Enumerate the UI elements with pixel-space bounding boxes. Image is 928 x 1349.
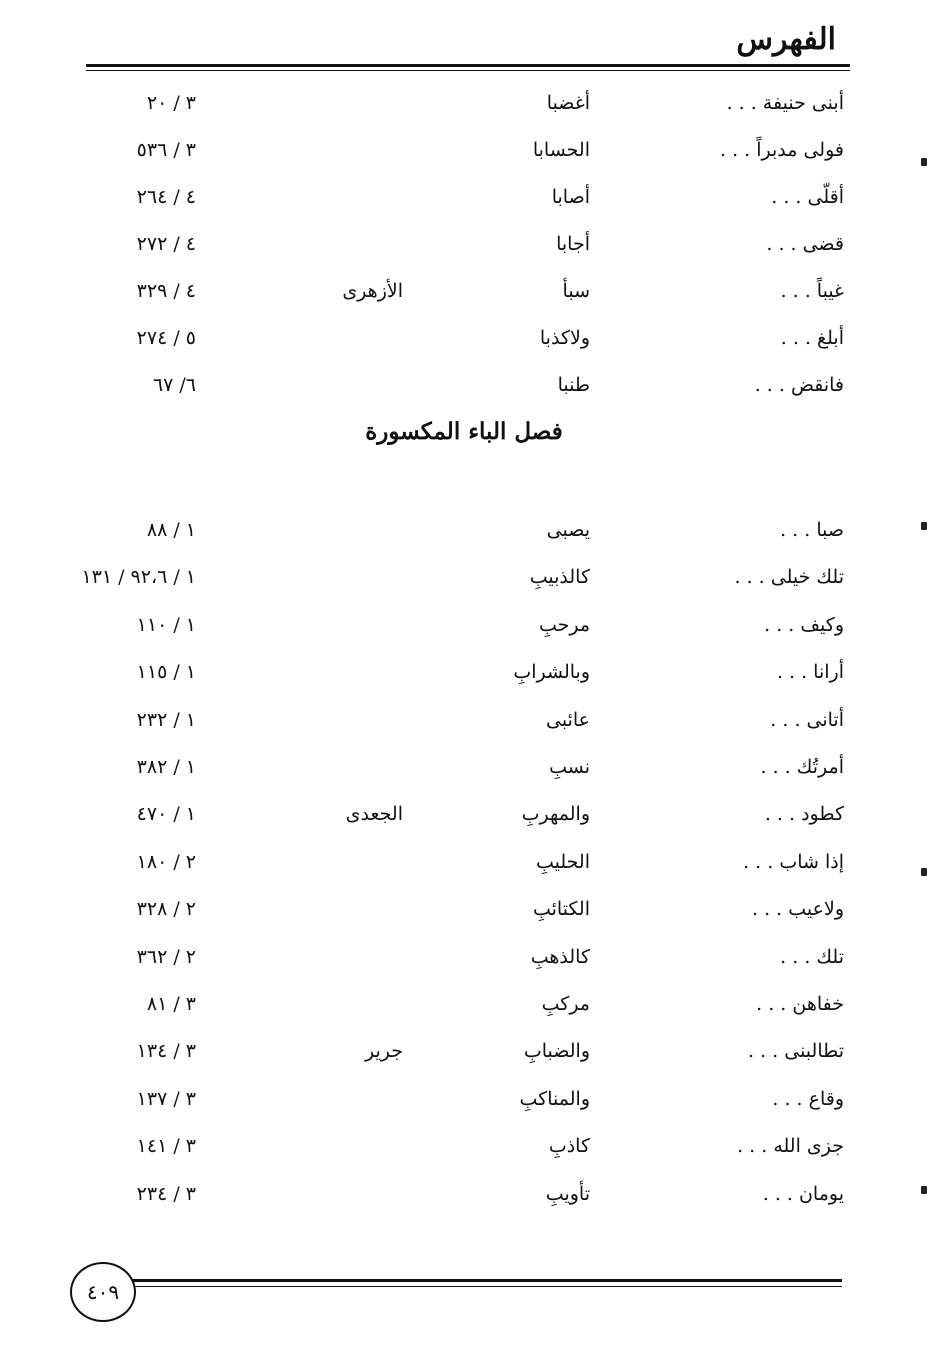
verse-first-words: أبنى حنيفة . . . bbox=[726, 92, 844, 114]
volume-page-reference: ٢ / ٣٢٨ bbox=[136, 898, 196, 921]
volume-page-reference: ١ / ٤٧٠ bbox=[136, 803, 196, 826]
page-header-title: الفهرس bbox=[736, 22, 836, 57]
verse-first-words: إذا شاب . . . bbox=[743, 850, 844, 873]
poet-name: الأزهرى bbox=[342, 280, 403, 302]
rhyme-word: الكتائبِ bbox=[532, 898, 590, 921]
index-row bbox=[0, 608, 928, 648]
index-row bbox=[0, 1177, 928, 1217]
header-rule-thick bbox=[86, 64, 850, 67]
rhyme-word: وبالشرابِ bbox=[513, 661, 590, 684]
volume-page-reference: ١ / ٣٨٢ bbox=[136, 756, 196, 778]
verse-first-words: جزى الله . . . bbox=[737, 1135, 844, 1158]
scan-mark bbox=[921, 522, 927, 530]
section-heading: فصل الباء المكسورة bbox=[365, 418, 563, 445]
scan-mark bbox=[921, 158, 927, 166]
volume-page-reference: ١ / ١١٥ bbox=[136, 661, 196, 684]
verse-first-words: قضى . . . bbox=[766, 233, 844, 255]
rhyme-word: طنبا bbox=[557, 374, 590, 396]
verse-first-words: تلك . . . bbox=[780, 945, 844, 968]
footer-rule-thick bbox=[128, 1279, 842, 1282]
header-rule-thin bbox=[86, 70, 850, 71]
volume-page-reference: ٢ / ١٨٠ bbox=[136, 850, 196, 873]
rhyme-word: الحليبِ bbox=[535, 850, 590, 873]
index-row bbox=[0, 892, 928, 932]
verse-first-words: خفاهن . . . bbox=[756, 993, 844, 1015]
rhyme-word: تأويبِ bbox=[545, 1182, 590, 1205]
index-row bbox=[0, 940, 928, 980]
volume-page-reference: ٤ / ٣٢٩ bbox=[136, 280, 196, 302]
index-row bbox=[0, 987, 928, 1027]
verse-first-words: غيباً . . . bbox=[780, 280, 844, 302]
index-row bbox=[0, 274, 928, 314]
rhyme-word: سبأ bbox=[562, 280, 590, 302]
volume-page-reference: ١ / ١١٠ bbox=[136, 613, 196, 636]
verse-first-words: تلك خيلى . . . bbox=[734, 566, 844, 589]
index-row bbox=[0, 227, 928, 267]
index-row bbox=[0, 133, 928, 173]
rhyme-word: نسبِ bbox=[549, 756, 590, 778]
footer-rule-thin bbox=[128, 1286, 842, 1287]
index-row bbox=[0, 703, 928, 743]
verse-first-words: أقلّى . . . bbox=[771, 186, 844, 208]
rhyme-word: الحسابا bbox=[532, 139, 590, 161]
index-row bbox=[0, 513, 928, 553]
volume-page-reference: ٣ / ١٤١ bbox=[136, 1135, 196, 1158]
page-number-badge bbox=[70, 1262, 136, 1322]
rhyme-word: والضبابِ bbox=[523, 1040, 590, 1063]
index-row bbox=[0, 1082, 928, 1122]
rhyme-word: أصابا bbox=[551, 186, 590, 208]
scan-mark bbox=[921, 1186, 927, 1194]
rhyme-word: يصبى bbox=[546, 519, 590, 541]
page-number: ٤٠٩ bbox=[86, 1280, 120, 1304]
index-row bbox=[0, 86, 928, 126]
rhyme-word: كاذبِ bbox=[548, 1135, 590, 1158]
rhyme-word: عائبى bbox=[546, 708, 590, 731]
verse-first-words: كطود . . . bbox=[764, 803, 844, 826]
index-row bbox=[0, 797, 928, 837]
volume-page-reference: ٦/ ٦٧ bbox=[152, 374, 196, 396]
verse-first-words: صبا . . . bbox=[780, 519, 844, 541]
index-row bbox=[0, 560, 928, 600]
rhyme-word: أجابا bbox=[556, 233, 590, 255]
verse-first-words: أتانى . . . bbox=[770, 708, 844, 731]
index-row bbox=[0, 845, 928, 885]
volume-page-reference: ٣ / ٢٣٤ bbox=[136, 1182, 196, 1205]
index-row bbox=[0, 321, 928, 361]
poet-name: جرير bbox=[365, 1040, 403, 1063]
rhyme-word: كالذهبِ bbox=[530, 945, 590, 968]
index-row bbox=[0, 180, 928, 220]
verse-first-words: وقاع . . . bbox=[772, 1087, 844, 1110]
rhyme-word: أغضبا bbox=[546, 92, 590, 114]
verse-first-words: وكيف . . . bbox=[764, 613, 844, 636]
index-row bbox=[0, 655, 928, 695]
verse-first-words: يومان . . . bbox=[762, 1182, 844, 1205]
verse-first-words: تطالبنى . . . bbox=[748, 1040, 844, 1063]
rhyme-word: ولاكذبا bbox=[539, 327, 590, 349]
volume-page-reference: ١ / ٩٢،٦ / ١٣١ bbox=[81, 566, 196, 589]
volume-page-reference: ١ / ٨٨ bbox=[146, 519, 196, 541]
verse-first-words: أرانا . . . bbox=[776, 661, 844, 684]
volume-page-reference: ٣ / ٥٣٦ bbox=[136, 139, 196, 161]
scan-mark bbox=[921, 868, 927, 876]
verse-first-words: فانقض . . . bbox=[754, 374, 844, 396]
index-row bbox=[0, 1034, 928, 1074]
volume-page-reference: ٥ / ٢٧٤ bbox=[136, 327, 196, 349]
volume-page-reference: ٣ / ١٣٧ bbox=[136, 1087, 196, 1110]
index-row bbox=[0, 1129, 928, 1169]
volume-page-reference: ٣ / ٢٠ bbox=[146, 92, 196, 114]
rhyme-word: كالذبيبِ bbox=[529, 566, 590, 589]
volume-page-reference: ١ / ٢٣٢ bbox=[136, 708, 196, 731]
rhyme-word: مركبِ bbox=[541, 993, 590, 1015]
rhyme-word: والمهربِ bbox=[521, 803, 590, 826]
verse-first-words: فولى مدبراً . . . bbox=[719, 139, 844, 161]
volume-page-reference: ٣ / ١٣٤ bbox=[136, 1040, 196, 1063]
volume-page-reference: ٢ / ٣٦٢ bbox=[136, 945, 196, 968]
index-row bbox=[0, 750, 928, 790]
volume-page-reference: ٣ / ٨١ bbox=[146, 993, 196, 1015]
poet-name: الجعدى bbox=[345, 803, 403, 826]
verse-first-words: ولاعيب . . . bbox=[752, 898, 844, 921]
rhyme-word: مرحبِ bbox=[538, 613, 590, 636]
volume-page-reference: ٤ / ٢٧٢ bbox=[136, 233, 196, 255]
verse-first-words: أبلغ . . . bbox=[780, 327, 844, 349]
rhyme-word: والمناكبِ bbox=[519, 1087, 590, 1110]
volume-page-reference: ٤ / ٢٦٤ bbox=[136, 186, 196, 208]
verse-first-words: أمرتُك . . . bbox=[760, 756, 844, 778]
index-row bbox=[0, 368, 928, 408]
